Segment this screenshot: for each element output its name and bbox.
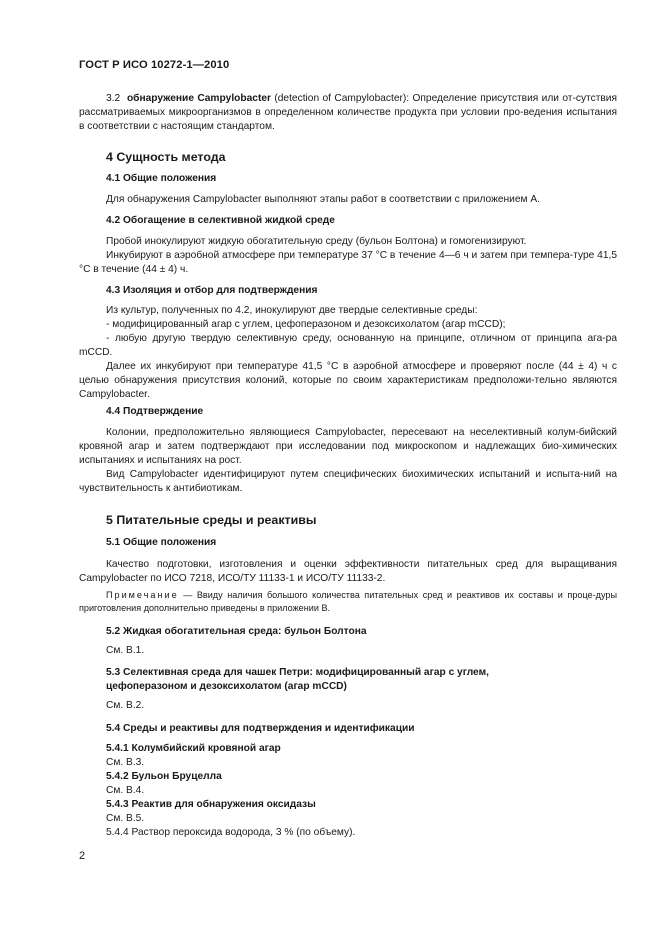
section-5-1-text: Качество подготовки, изготовления и оценки эффективности питательных сред для выращивания Campylobacter по ИСО 7218, ИСО/ТУ 11133-1 и ИСО/ТУ 11133-2. <box>79 559 617 584</box>
section-5-3-title-line1: 5.3 Селективная среда для чашек Петри: модифицированный агар с углем, <box>106 667 489 678</box>
section-4-2-p1: Пробой инокулируют жидкую обогатительную среду (бульон Болтона) и гомогенизируют. <box>106 236 527 247</box>
section-5-3-text: См. В.2. <box>106 700 145 711</box>
section-5-4-2-text: См. В.4. <box>106 785 145 796</box>
section-5-4-3-text: См. В.5. <box>106 813 145 824</box>
term-name: обнаружение Campylobacter <box>126 93 271 104</box>
section-5-4-3-title: 5.4.3 Реактив для обнаружения оксидазы <box>106 799 316 810</box>
section-5-4-2-title: 5.4.2 Бульон Бруцелла <box>106 771 222 782</box>
section-4-1-title: 4.1 Общие положения <box>106 173 217 184</box>
document-header: ГОСТ Р ИСО 10272-1—2010 <box>79 59 230 71</box>
section-5-title: 5 Питательные среды и реактивы <box>106 513 317 527</box>
section-4-3-p2: - модифицированный агар с углем, цефоперазоном и дезоксихолатом (агар mCCD); <box>106 319 506 330</box>
section-5-2-title: 5.2 Жидкая обогатительная среда: бульон Болтона <box>106 626 367 637</box>
section-5-3-title-line2: цефоперазоном и дезоксихолатом (агар mCCD) <box>106 681 347 692</box>
section-5-4-1-text: См. В.3. <box>106 757 145 768</box>
page-number: 2 <box>79 850 86 862</box>
section-4-4-p1: Колонии, предположительно являющиеся Campylobacter, пересевают на неселективный колум-бийский кровяной агар и затем подтверждают при исследовании под микроскопом и надлежащих био-химических испытаниях и испытаниях на рост. <box>79 427 617 466</box>
section-5-4-title: 5.4 Среды и реактивы для подтверждения и идентификации <box>106 723 415 734</box>
section-5-1-note <box>79 589 617 615</box>
section-5-2-text: См. В.1. <box>106 645 145 656</box>
section-5-4-1-title: 5.4.1 Колумбийский кровяной агар <box>106 743 281 754</box>
section-4-4-title: 4.4 Подтверждение <box>106 406 204 417</box>
section-4-title: 4 Сущность метода <box>106 150 226 164</box>
term-number: 3.2 <box>106 93 121 104</box>
section-5-4-4-text: 5.4.4 Раствор пероксида водорода, 3 % (по объему). <box>106 827 356 838</box>
section-4-4-p2: Вид Campylobacter идентифицируют путем специфических биохимических испытаний и испыта-ний на чувствительность к антибиотикам. <box>79 469 617 494</box>
section-4-3-p3: - любую другую твердую селективную среду, основанную на принципе, отличном от принципа ага-ра mCCD. <box>79 333 617 358</box>
section-4-3-p1: Из культур, полученных по 4.2, инокулируют две твердые селективные среды: <box>106 305 478 316</box>
section-4-1-text: Для обнаружения Campylobacter выполняют этапы работ в соответствии с приложением А. <box>106 194 541 205</box>
note-text: — Ввиду наличия большого количества питательных сред и реактивов их составы и проце-дуры приготовления дополнительно приведены в приложении В. <box>79 590 617 613</box>
note-label: Примечание <box>106 590 179 600</box>
section-5-1-title: 5.1 Общие положения <box>106 537 217 548</box>
term-3-2 <box>79 92 617 134</box>
section-4-2-title: 4.2 Обогащение в селективной жидкой среде <box>106 215 335 226</box>
section-4-3-title: 4.3 Изоляция и отбор для подтверждения <box>106 285 318 296</box>
term-definition: (detection of Campylobacter): Определение присутствия или от-сутствия рассматриваемых микроорганизмов в определенном количестве продукта при условии про-ведения испытания в соответствии с настоящим стандартом. <box>79 93 617 132</box>
section-4-2-p2: Инкубируют в аэробной атмосфере при температуре 37 °С в течение 4—6 ч и затем при темпера-туре 41,5 °С в течение (44 ± 4) ч. <box>79 250 617 275</box>
section-4-3-p4: Далее их инкубируют при температуре 41,5 °С в аэробной атмосфере и проверяют после (44 ± 4) ч с целью обнаружения присутствия колоний, которые по своим характеристикам предположи-тельно являются Campylobacter. <box>79 361 617 400</box>
